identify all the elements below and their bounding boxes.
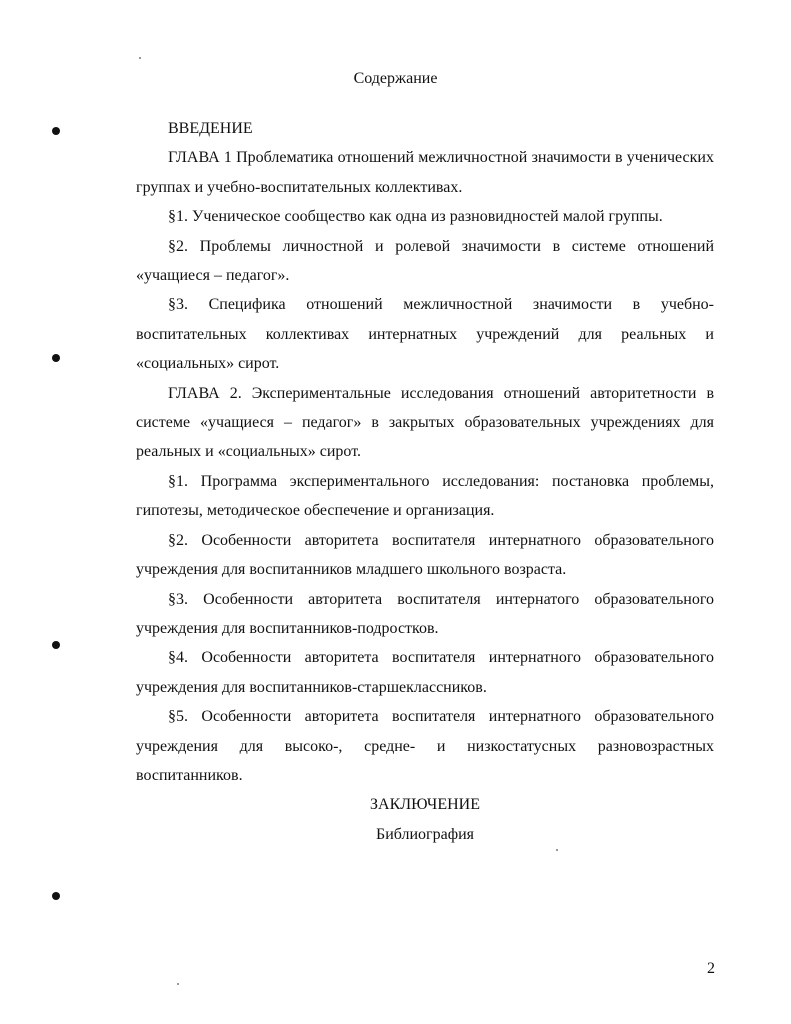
page-number: 2 — [707, 960, 715, 977]
toc-entry-conclusion: ЗАКЛЮЧЕНИЕ — [370, 796, 480, 814]
page-title: Содержание — [353, 70, 438, 87]
punch-hole-mark — [52, 641, 60, 649]
toc-entry-ch1-section-1: §1. Ученическое сообщество как одна из разновидностей малой группы. — [168, 208, 663, 226]
scan-speck — [139, 57, 141, 59]
toc-entry-bibliography: Библиография — [376, 825, 474, 843]
toc-entry-ch2-section-4: §4. Особенности авторитета воспитателя интернатного образовательного учреждения для воспитанников-старшеклассников. — [136, 649, 714, 696]
toc-entry-ch2-section-3: §3. Особенности авторитета воспитателя интернатого образовательного учреждения для воспитанников-подростков. — [136, 590, 714, 637]
toc-entry-ch2-section-1: §1. Программа экспериментального исследования: постановка проблемы, гипотезы, методическое обеспечение и организация. — [136, 472, 714, 520]
scan-speck — [556, 849, 558, 851]
toc-entry-ch1-section-2: §2. Проблемы личностной и ролевой значимости в системе отношений «учащиеся – педагог». — [136, 237, 714, 285]
scan-speck — [177, 983, 179, 985]
toc-entry-chapter-1: ГЛАВА 1 Проблематика отношений межличностной значимости в ученических группах и учебно-воспитательных коллективах. — [136, 149, 714, 196]
punch-hole-mark — [52, 892, 60, 900]
toc-entry-ch1-section-3: §3. Специфика отношений межличностной значимости в учебно-воспитательных коллективах интернатных учреждений для реальных и «социальных» сирот. — [136, 296, 714, 373]
toc-entry-ch2-section-5: §5. Особенности авторитета воспитателя интернатного образовательного учреждения для высоко-, средне- и низкостатусных разновозрастных воспитанников. — [136, 708, 714, 784]
toc-entry-chapter-2: ГЛАВА 2. Экспериментальные исследования отношений авторитетности в системе «учащиеся – педагог» в закрытых образовательных учреждениях для реальных и «социальных» сирот. — [136, 384, 714, 461]
table-of-contents — [136, 114, 714, 849]
toc-entry-introduction: ВВЕДЕНИЕ — [168, 120, 253, 137]
punch-hole-mark — [52, 127, 60, 135]
punch-hole-mark — [52, 354, 60, 362]
toc-entry-ch2-section-2: §2. Особенности авторитета воспитателя интернатного образовательного учреждения для воспитанников младшего школьного возраста. — [136, 531, 714, 579]
